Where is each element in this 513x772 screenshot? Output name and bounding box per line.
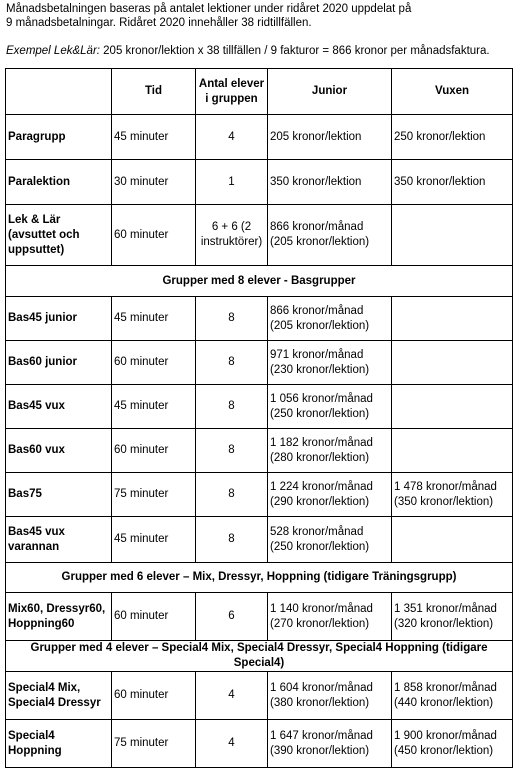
intro-line-1: Månadsbetalningen baseras på antalet lektioner under ridåret 2020 uppdelat på [6,3,412,15]
row-junior: 1 224 kronor/månad (290 kronor/lektion) [268,473,392,517]
row-vuxen: 1 478 kronor/månad (350 kronor/lektion) [392,473,513,517]
row-name: Bas60 vux [6,429,112,473]
row-antal: 8 [196,429,268,473]
row-antal: 4 [196,672,268,720]
row-name: Bas45 vux [6,385,112,429]
section-row [6,641,513,672]
row-tid: 30 minuter [112,160,196,205]
section-title: Grupper med 4 elever – Special4 Mix, Special4 Dressyr, Special4 Hoppning (tidigare Special4) [6,641,513,672]
row-vuxen [392,341,513,385]
intro-line-2: 9 månadsbetalningar. Ridåret 2020 innehåller 38 ridtillfällen. [6,17,312,29]
row-vuxen: 1 858 kronor/månad (440 kronor/lektion) [392,672,513,720]
row-tid: 45 minuter [112,385,196,429]
table-row [6,341,513,385]
row-tid: 60 minuter [112,593,196,641]
row-name: Bas45 junior [6,297,112,341]
row-junior: 528 kronor/månad (250 kronor/lektion) [268,517,392,563]
row-antal: 8 [196,385,268,429]
table-row [6,205,513,266]
row-junior: 1 604 kronor/månad (380 kronor/lektion) [268,672,392,720]
table-row [6,720,513,768]
row-name: Bas60 junior [6,341,112,385]
row-junior: 866 kronor/månad (205 kronor/lektion) [268,297,392,341]
header-junior: Junior [268,69,392,115]
row-tid: 60 minuter [112,429,196,473]
row-junior: 866 kronor/månad (205 kronor/lektion) [268,205,392,266]
row-antal: 8 [196,517,268,563]
row-tid: 75 minuter [112,720,196,768]
row-antal: 8 [196,297,268,341]
header-empty [6,69,112,115]
row-antal: 8 [196,473,268,517]
row-junior: 1 056 kronor/månad (250 kronor/lektion) [268,385,392,429]
row-vuxen: 1 900 kronor/månad (450 kronor/lektion) [392,720,513,768]
row-tid: 45 minuter [112,297,196,341]
table-row [6,115,513,160]
header-vuxen: Vuxen [392,69,513,115]
row-name: Bas45 vux varannan [6,517,112,563]
row-tid: 45 minuter [112,115,196,160]
table-row [6,385,513,429]
table-row [6,297,513,341]
row-antal: 4 [196,115,268,160]
table-row [6,473,513,517]
header-antal: Antal elever i gruppen [196,69,268,115]
row-name: Paragrupp [6,115,112,160]
row-vuxen: 1 351 kronor/månad (320 kronor/lektion) [392,593,513,641]
row-name: Bas75 [6,473,112,517]
example-label: Exempel Lek&Lär: [6,45,100,57]
table-row [6,160,513,205]
row-vuxen [392,385,513,429]
row-tid: 45 minuter [112,517,196,563]
row-junior: 971 kronor/månad (230 kronor/lektion) [268,341,392,385]
example-calculation: 205 kronor/lektion x 38 tillfällen / 9 fakturor = 866 kronor per månadsfaktura. [99,45,490,57]
row-junior: 1 140 kronor/månad (270 kronor/lektion) [268,593,392,641]
row-vuxen [392,429,513,473]
row-name: Lek & Lär (avsuttet och uppsuttet) [6,205,112,266]
row-vuxen: 250 kronor/lektion [392,115,513,160]
row-tid: 60 minuter [112,205,196,266]
table-row [6,429,513,473]
row-junior: 350 kronor/lektion [268,160,392,205]
section-row [6,563,513,593]
row-antal: 6 [196,593,268,641]
row-vuxen: 350 kronor/lektion [392,160,513,205]
section-title: Grupper med 6 elever – Mix, Dressyr, Hoppning (tidigare Träningsgrupp) [6,563,513,593]
row-antal: 6 + 6 (2 instruktörer) [196,205,268,266]
row-antal: 1 [196,160,268,205]
row-name: Paralektion [6,160,112,205]
table-row [6,593,513,641]
price-table [5,68,513,768]
header-tid: Tid [112,69,196,115]
row-junior: 205 kronor/lektion [268,115,392,160]
row-vuxen [392,297,513,341]
row-vuxen [392,205,513,266]
row-name: Mix60, Dressyr60, Hoppning60 [6,593,112,641]
row-tid: 60 minuter [112,672,196,720]
row-vuxen [392,517,513,563]
row-antal: 8 [196,341,268,385]
row-junior: 1 647 kronor/månad (390 kronor/lektion) [268,720,392,768]
row-tid: 75 minuter [112,473,196,517]
section-row [6,266,513,297]
table-row [6,672,513,720]
example-text [6,44,511,58]
row-name: Special4 Mix, Special4 Dressyr [6,672,112,720]
section-title: Grupper med 8 elever - Basgrupper [6,266,513,297]
row-antal: 4 [196,720,268,768]
row-name: Special4 Hoppning [6,720,112,768]
row-junior: 1 182 kronor/månad (280 kronor/lektion) [268,429,392,473]
header-row [6,69,513,115]
row-tid: 60 minuter [112,341,196,385]
table-row [6,517,513,563]
intro-text [6,2,506,30]
